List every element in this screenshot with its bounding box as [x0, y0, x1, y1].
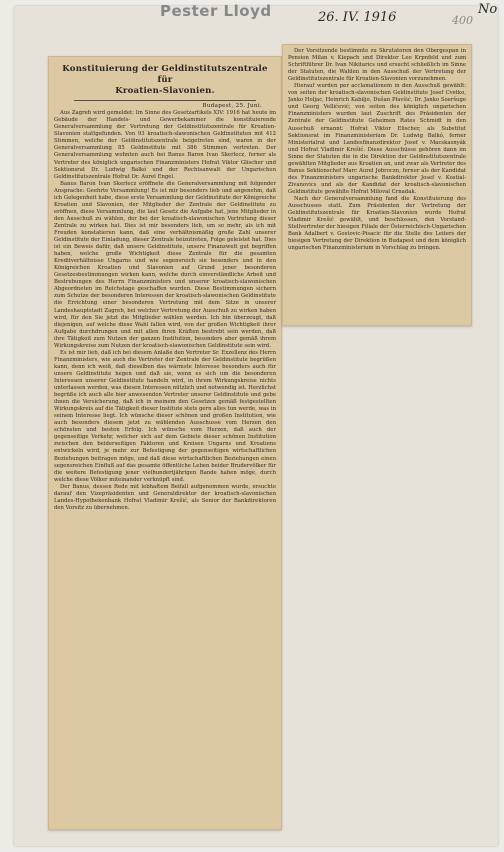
article-paragraph: Aus Zagreb wird gemeldet: Im Sinne des Gesetzartikels XIV: 1916 hat heute im Gebäude der Handels- und Gewerbekammer die konstituierende Generalversammlung der Vertretung der Geldinstitutszentrale für Kroatien-Slavonien stattgefunden. Von 93 kroatisch-slawonischen Geldinstituten mit 412 Stimmen, welche der Geldinstitutszentrale beigetreten sind, waren in der Generalversammlung 85 Geldinstitute mit 386 Stimmen vertreten. Der Generalversammlung wohnten auch bei Banus Baron Ivan Skerlecz, ferner als Vertreter des königlich ungarischen Finanzministers Hofrat Viktor Glischer und Sektionsrat Dr. Ludwig Balkó und der Rechtsanwalt der Ungarischen Geldinstitutszentrale Hofrat Dr. Aurel Engel. [54, 110, 276, 180]
article-dateline: Budapest, 25. Juni. [202, 103, 262, 109]
newspaper-masthead: Pester Lloyd [160, 2, 272, 20]
handwritten-number: 400 [452, 14, 473, 27]
article-paragraph: Hierauf wurden per acclamationem in den Ausschuß gewählt: von seiten der kroatisch-slavonischen Geldinstitute Josef Cvetko, Janko Holjac, Heinrich Kabiljo, Dušan Plavšić, Dr. Janko Soeršuge und Georg Vellićević; von seiten des königlich ungarischen Finanzministers wurden laut Zuschrift des Präsidenten der Zentrale der Geldinstitute Geheimen Rates Schmidt in den Ausschuß ernannt: Hofrat Viktor Elischer, als Substitut Sektionsrat im Finanzministerium Dr. Ludwig Balkó, ferner Ministerialrat und Landesfinanzdirektor Josef v. Macskasnyák und Hofrat Vladimir Krešić. Diese Ausschüsse gehören dann im Sinne der Statuten die in die Direktion der Geldinstitutszentrale gewählten Mitglieder aus Kroatien an, und zwar als Vertreter des Banus Sektionschef Marc Aurel Jobroczn, ferner als der Kandidat des Finanzministers ungarische Bankdirektor Josef v. Kostial-Zivanovics und als der Kandidat der kroatisch-slavonischen Geldinstitute gewählte Hofrat Miloval Crnadak. [288, 83, 466, 195]
headline-rule [74, 100, 256, 101]
article-column-right [288, 48, 466, 322]
article-headline [54, 64, 276, 97]
article-paragraph: Der Banus, dessen Rede mit lebhaftem Beifall aufgenommen wurde, ersuchte darauf den Vizepräsidenten und Generaldirektor der kroatisch-slavonischen Landes-Hypothekenbank Hofrat Vladimir Krešić, als Senior der Bankdirektoren den Vorsitz zu übernehmen. [54, 483, 276, 511]
headline-line-2: Kroatien-Slavonien. [115, 86, 215, 96]
article-column-left [54, 60, 276, 826]
handwritten-date: 26. IV. 1916 [318, 10, 397, 25]
handwritten-mark: No [478, 2, 498, 17]
article-paragraph: Nach der Generalversammlung fand die Konstituierung des Ausschusses statt. Zum Präsidenten der Vertretung der Geldinstitutszentrale für Kroatien-Slavonien wurde Hofrat Vladimir Krešić gewählt, und beschlossen, den Vorstand-Stellvertreter der hiesigen Filiale der Österreichisch-Ungarischen Bank Adalbert v. Gostovic-Pisacic für die Stelle des Leiters der hiesigen Vertretung der Direktion in Budapest und dem königlich ungarischen Finanzministerium in Vorschlag zu bringen. [288, 195, 466, 252]
article-paragraph: Banus Baron Ivan Skerlecz eröffnete die Generalversammlung mit folgender Ansprache: Geehrte Versammlung! Es ist mir besonders lieb und angenehm, daß ich Gelegenheit habe, diese erste Versammlung der Geldinstitute der Königreiche Kroatien und Slavonien, der Mitglieder der Zentrale der Geldinstitute zu eröffnen, diese Versammlung, die laut Gesetz die Aufgabe hat, jene Mitglieder in den Ausschuß zu wählen, der bei der kroatisch-slawonischen Vertretung dieser Zentrale zu wirken hat. Dies ist mir besonders lieb, um so mehr, als ich mit Freuden konstatieren kann, daß eine verhältnismäßig große Zahl unserer Geldinstitute der Einladung, dieser Zentrale beizutreten, Folge geleistet hat. Dies ist ein Beweis dafür, daß unsere Geldinstitute, unsere Finanzwelt gut begriffen haben, welche große Wichtigkeit diese Zentrale für die gesamten Kreditverhältnisse Ungarns und wie segensreich sie besonders und in den Königreichen Kroatien und Slavonien auf Grund jener besonderen Gesetzesbestimmungen wirken kann, welche durch einverständliche Arbeit und Bestrebungen des Herrn Finanzministers und unserer kroatisch-slawonischen Abgeordneten im Reichstage geschaffen wurden. Diese Bestimmungen sichern zum Schutze der besonderen Interessen der kroatisch-slawonischen Geldinstitute die Errichtung einer besonderen Vertretung mit dem Sitze in unserer Landeshauptstadt Zagreb, bei welcher Vertretung der Ausschuß zu wirken haben wird, für den Sie jetzt die Mitglieder wählen werden. Ich bin überzeugt, daß diejenigen, auf welche diese Wahl fallen wird, von der großen Wichtigkeit ihrer Aufgabe durchdrungen und mit allen ihren Kräften bestrebt sein werden, daß ihre Tätigkeit zum Nutzen der ganzen Institution, besonders aber gemäß ihrem Wirkungskreise zum Nutzen der kroatisch-slawonischen Geldinstitute sein wird. [54, 180, 276, 349]
article-paragraph: Der Vorsitzende bestimmte zu Skrutatoren den Obergespan in Pension Milan v. Kiepach und Direktor Leo Krpnfeld und zum Schriftführer Dr. Ivan Nikitarics und ersucht schließlich im Sinne der Statuten, die Wahlen in den Ausschuß der Vertretung der Geldinstitutszentrale für Kroatien-Slavonien vorzunehmen. [288, 48, 466, 83]
headline-line-1: Konstituierung der Geldinstitutszentrale für [62, 64, 268, 85]
article-paragraph: Es ist mir lieb, daß ich bei diesem Anlaße den Vertreter Sr. Exzellenz des Herrn Finanzministers, wie auch die Vertreter der Zentrale der Geldinstitute begrüßen kann, denn ich weiß, daß dieselben das wärmste Interesse besonders auch für unsere Geldinstitute hegen und daß sie, wenn es sich um die besonderen Interessen unserer Geldinstitute handeln wird, in ihrem Wirkungskreise nichts unterlassen werden, was diesen Interessen nützlich und notwendig ist. Herzlichst begrüße ich auch alle hier anwesenden Vertreter unserer Geldinstitute und gebe ihnen die Versicherung, daß ich in meinem den Gesetzen gemäß festgestellten Wirkungskreis auf die Tätigkeit dieser Institute stets gern alles tun werde, was in seinem Interesse liegt. Ich wünsche dieser schönen und großen Institution, wie auch besonders diesem jetzt zu wählenden Ausschusse vom Herzen den schönsten und besten Erfolg. Ich wünsche vom Herzen, daß auch der gegenseitige Verkehr, welcher sich auf dem Gebiete dieser schönen Institution zwischen den beiderseitigen Faktoren und Kreisen Ungarns und Kroatiens entwickeln wird, je mehr zur Befestigung der gegenseitigen wirtschaftlichen Beziehungen beitragen möge, und daß diese wirtschaftlichen Beziehungen einen segensreichen Einfluß auf das gesamte öffentliche Leben beider Brudervölker für die weitere Befestigung jener vielhundertjährigen Bande haben möge, durch welche diese Völker miteinander verknüpft sind. [54, 349, 276, 483]
